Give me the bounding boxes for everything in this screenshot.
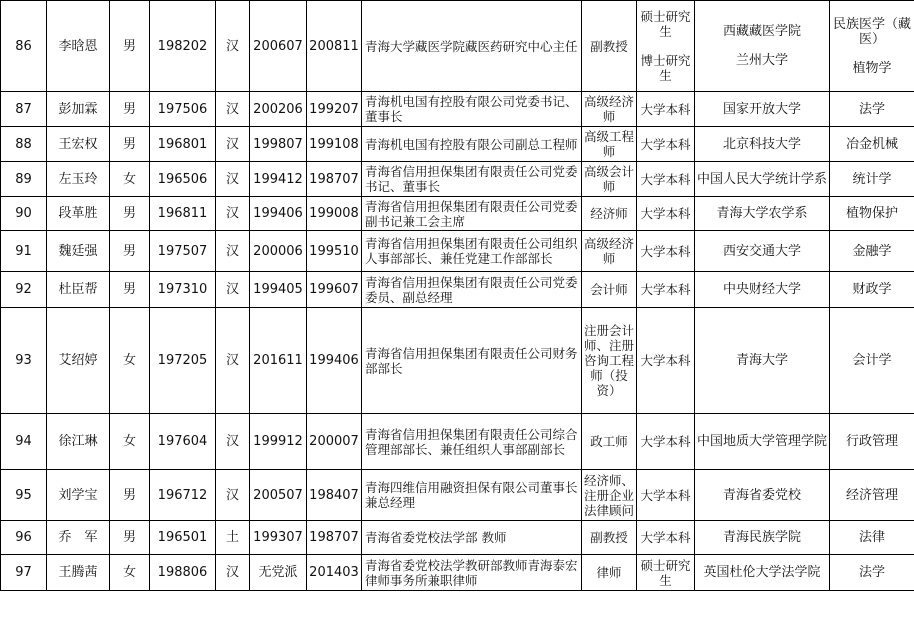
index-cell: 91 [1, 231, 47, 272]
school-cell [695, 521, 830, 555]
school-cell [695, 414, 830, 470]
name-cell: 徐江琳 [47, 414, 110, 470]
major-cell [830, 162, 914, 197]
ethnicity-cell: 汉 [216, 1, 250, 92]
birth-date-cell: 197205 [150, 308, 216, 414]
school-cell [695, 1, 830, 92]
degree-line: 硕士研究生 [640, 9, 691, 39]
title-cell: 政工师 [582, 414, 637, 470]
title-cell: 副教授 [582, 1, 637, 92]
degree-cell [637, 197, 695, 231]
table-row [1, 308, 914, 414]
gender-cell: 男 [110, 470, 150, 521]
index-cell: 92 [1, 272, 47, 308]
work-start-date-cell: 199207 [307, 92, 362, 127]
major-cell [830, 92, 914, 127]
ethnicity-cell: 土 [216, 521, 250, 555]
degree-line: 大学本科 [640, 530, 691, 545]
degree-line: 大学本科 [640, 243, 691, 259]
index-cell: 95 [1, 470, 47, 521]
major-line: 经济管理 [845, 487, 898, 503]
major-line: 法学 [858, 565, 885, 580]
party-join-date-cell: 201611 [250, 308, 307, 414]
gender-cell: 男 [110, 521, 150, 555]
gender-cell: 男 [110, 231, 150, 272]
gender-cell: 女 [110, 162, 150, 197]
name-cell: 彭加霖 [47, 92, 110, 127]
degree-line: 硕士研究生 [640, 557, 691, 588]
position-cell: 青海大学藏医学院藏医药研究中心主任 [362, 1, 582, 92]
degree-cell [637, 308, 695, 414]
party-join-date-cell: 200507 [250, 470, 307, 521]
degree-cell [637, 272, 695, 308]
ethnicity-cell: 汉 [216, 197, 250, 231]
major-line: 植物学 [852, 60, 892, 76]
school-line: 青海民族学院 [722, 530, 801, 545]
school-line: 中国人民大学统计学系 [697, 171, 828, 187]
index-cell: 96 [1, 521, 47, 555]
degree-cell [637, 1, 695, 92]
birth-date-cell: 198202 [150, 1, 216, 92]
degree-line: 大学本科 [640, 206, 691, 221]
name-cell: 魏廷强 [47, 231, 110, 272]
degree-cell [637, 521, 695, 555]
title-cell: 经济师 [582, 197, 637, 231]
major-line: 金融学 [852, 243, 892, 259]
work-start-date-cell: 198707 [307, 521, 362, 555]
school-line: 英国杜伦大学法学院 [703, 565, 821, 580]
index-cell: 90 [1, 197, 47, 231]
degree-cell [637, 231, 695, 272]
major-line: 冶金机械 [845, 136, 898, 152]
ethnicity-cell: 汉 [216, 92, 250, 127]
table-row [1, 414, 914, 470]
party-join-date-cell: 199412 [250, 162, 307, 197]
title-cell: 经济师、注册企业法律顾问 [582, 470, 637, 521]
position-cell: 青海省委党校法学教研部教师青海泰宏律师事务所兼职律师 [362, 555, 582, 591]
birth-date-cell: 196501 [150, 521, 216, 555]
title-cell: 高级工程师 [582, 127, 637, 162]
position-cell: 青海省信用担保集团有限责任公司综合管理部部长、兼任组织人事部副部长 [362, 414, 582, 470]
major-line: 统计学 [852, 171, 892, 187]
position-cell: 青海省信用担保集团有限责任公司党委副书记兼工会主席 [362, 197, 582, 231]
school-line: 青海大学农学系 [716, 206, 808, 221]
school-line: 北京科技大学 [722, 136, 801, 152]
degree-line: 大学本科 [640, 487, 691, 503]
work-start-date-cell: 200811 [307, 1, 362, 92]
ethnicity-cell: 汉 [216, 470, 250, 521]
index-cell: 86 [1, 1, 47, 92]
position-cell: 青海省信用担保集团有限责任公司财务部部长 [362, 308, 582, 414]
position-cell: 青海机电国有控股有限公司副总工程师 [362, 127, 582, 162]
degree-cell [637, 127, 695, 162]
position-cell: 青海省委党校法学部 教师 [362, 521, 582, 555]
table-row [1, 521, 914, 555]
title-cell: 高级经济师 [582, 92, 637, 127]
table-row [1, 197, 914, 231]
school-cell [695, 470, 830, 521]
gender-cell: 女 [110, 308, 150, 414]
table-row [1, 1, 914, 92]
major-cell [830, 272, 914, 308]
school-line: 国家开放大学 [722, 101, 801, 117]
party-join-date-cell: 199807 [250, 127, 307, 162]
major-line: 民族医学（藏医） [832, 16, 911, 47]
table-body [1, 1, 914, 591]
party-join-date-cell: 199307 [250, 521, 307, 555]
work-start-date-cell: 201403 [307, 555, 362, 591]
school-line: 西藏藏医学院 [722, 24, 801, 39]
ethnicity-cell: 汉 [216, 162, 250, 197]
party-join-date-cell: 200607 [250, 1, 307, 92]
school-cell [695, 197, 830, 231]
name-cell: 艾绍婷 [47, 308, 110, 414]
name-cell: 李晗恩 [47, 1, 110, 92]
ethnicity-cell: 汉 [216, 272, 250, 308]
degree-cell [637, 162, 695, 197]
degree-line: 大学本科 [640, 136, 691, 152]
gender-cell: 男 [110, 127, 150, 162]
birth-date-cell: 196811 [150, 197, 216, 231]
major-line: 财政学 [852, 282, 892, 297]
ethnicity-cell: 汉 [216, 555, 250, 591]
name-cell: 刘学宝 [47, 470, 110, 521]
name-cell: 段革胜 [47, 197, 110, 231]
position-cell: 青海四维信用融资担保有限公司董事长兼总经理 [362, 470, 582, 521]
school-line: 兰州大学 [735, 53, 788, 68]
work-start-date-cell: 198707 [307, 162, 362, 197]
major-cell [830, 521, 914, 555]
table-row [1, 272, 914, 308]
birth-date-cell: 197507 [150, 231, 216, 272]
degree-line: 大学本科 [640, 434, 691, 449]
birth-date-cell: 197604 [150, 414, 216, 470]
index-cell: 88 [1, 127, 47, 162]
major-cell [830, 308, 914, 414]
major-cell [830, 197, 914, 231]
gender-cell: 男 [110, 197, 150, 231]
party-join-date-cell: 199406 [250, 197, 307, 231]
birth-date-cell: 196506 [150, 162, 216, 197]
birth-date-cell: 197310 [150, 272, 216, 308]
title-cell: 注册会计师、注册咨询工程师（投资） [582, 308, 637, 414]
position-cell: 青海省信用担保集团有限责任公司党委书记、董事长 [362, 162, 582, 197]
table-row [1, 127, 914, 162]
index-cell: 93 [1, 308, 47, 414]
name-cell: 左玉玲 [47, 162, 110, 197]
birth-date-cell: 196801 [150, 127, 216, 162]
title-cell: 副教授 [582, 521, 637, 555]
degree-cell [637, 470, 695, 521]
work-start-date-cell: 199510 [307, 231, 362, 272]
birth-date-cell: 197506 [150, 92, 216, 127]
degree-line: 大学本科 [640, 171, 691, 187]
party-join-date-cell: 199405 [250, 272, 307, 308]
school-line: 西安交通大学 [722, 243, 801, 259]
party-join-date-cell: 无党派 [250, 555, 307, 591]
table-row [1, 470, 914, 521]
degree-line: 大学本科 [640, 353, 691, 368]
ethnicity-cell: 汉 [216, 308, 250, 414]
work-start-date-cell: 199008 [307, 197, 362, 231]
school-cell [695, 162, 830, 197]
position-cell: 青海省信用担保集团有限责任公司组织人事部部长、兼任党建工作部部长 [362, 231, 582, 272]
major-cell [830, 231, 914, 272]
title-cell: 高级会计师 [582, 162, 637, 197]
work-start-date-cell: 200007 [307, 414, 362, 470]
school-cell [695, 272, 830, 308]
birth-date-cell: 196712 [150, 470, 216, 521]
school-cell [695, 555, 830, 591]
degree-cell [637, 414, 695, 470]
title-cell: 高级经济师 [582, 231, 637, 272]
table-row [1, 162, 914, 197]
major-cell [830, 1, 914, 92]
name-cell: 乔 军 [47, 521, 110, 555]
name-cell: 王腾茜 [47, 555, 110, 591]
table-row [1, 555, 914, 591]
table-row [1, 92, 914, 127]
school-cell [695, 127, 830, 162]
degree-cell [637, 92, 695, 127]
ethnicity-cell: 汉 [216, 127, 250, 162]
birth-date-cell: 198806 [150, 555, 216, 591]
position-cell: 青海机电国有控股有限公司党委书记、董事长 [362, 92, 582, 127]
degree-line: 大学本科 [640, 101, 691, 117]
major-cell [830, 127, 914, 162]
work-start-date-cell: 199406 [307, 308, 362, 414]
major-cell [830, 555, 914, 591]
school-line: 中国地质大学管理学院 [697, 434, 828, 449]
gender-cell: 男 [110, 92, 150, 127]
major-line: 植物保护 [845, 206, 898, 221]
title-cell: 会计师 [582, 272, 637, 308]
index-cell: 94 [1, 414, 47, 470]
school-cell [695, 308, 830, 414]
table-row [1, 231, 914, 272]
ethnicity-cell: 汉 [216, 231, 250, 272]
school-line: 青海大学 [735, 353, 788, 368]
name-cell: 杜臣帮 [47, 272, 110, 308]
major-cell [830, 470, 914, 521]
party-join-date-cell: 200006 [250, 231, 307, 272]
gender-cell: 男 [110, 1, 150, 92]
gender-cell: 女 [110, 555, 150, 591]
major-cell [830, 414, 914, 470]
work-start-date-cell: 199607 [307, 272, 362, 308]
work-start-date-cell: 199108 [307, 127, 362, 162]
work-start-date-cell: 198407 [307, 470, 362, 521]
gender-cell: 男 [110, 272, 150, 308]
degree-line: 博士研究生 [640, 53, 691, 83]
index-cell: 89 [1, 162, 47, 197]
index-cell: 97 [1, 555, 47, 591]
school-cell [695, 231, 830, 272]
school-line: 青海省委党校 [722, 487, 801, 503]
name-cell: 王宏权 [47, 127, 110, 162]
school-cell [695, 92, 830, 127]
party-join-date-cell: 199912 [250, 414, 307, 470]
major-line: 会计学 [852, 353, 892, 368]
party-join-date-cell: 200206 [250, 92, 307, 127]
major-line: 法律 [858, 530, 885, 545]
degree-cell [637, 555, 695, 591]
title-cell: 律师 [582, 555, 637, 591]
school-line: 中央财经大学 [722, 282, 801, 297]
position-cell: 青海省信用担保集团有限责任公司党委委员、副总经理 [362, 272, 582, 308]
major-line: 法学 [858, 101, 885, 117]
gender-cell: 女 [110, 414, 150, 470]
index-cell: 87 [1, 92, 47, 127]
major-line: 行政管理 [845, 434, 898, 449]
degree-line: 大学本科 [640, 282, 691, 297]
ethnicity-cell: 汉 [216, 414, 250, 470]
